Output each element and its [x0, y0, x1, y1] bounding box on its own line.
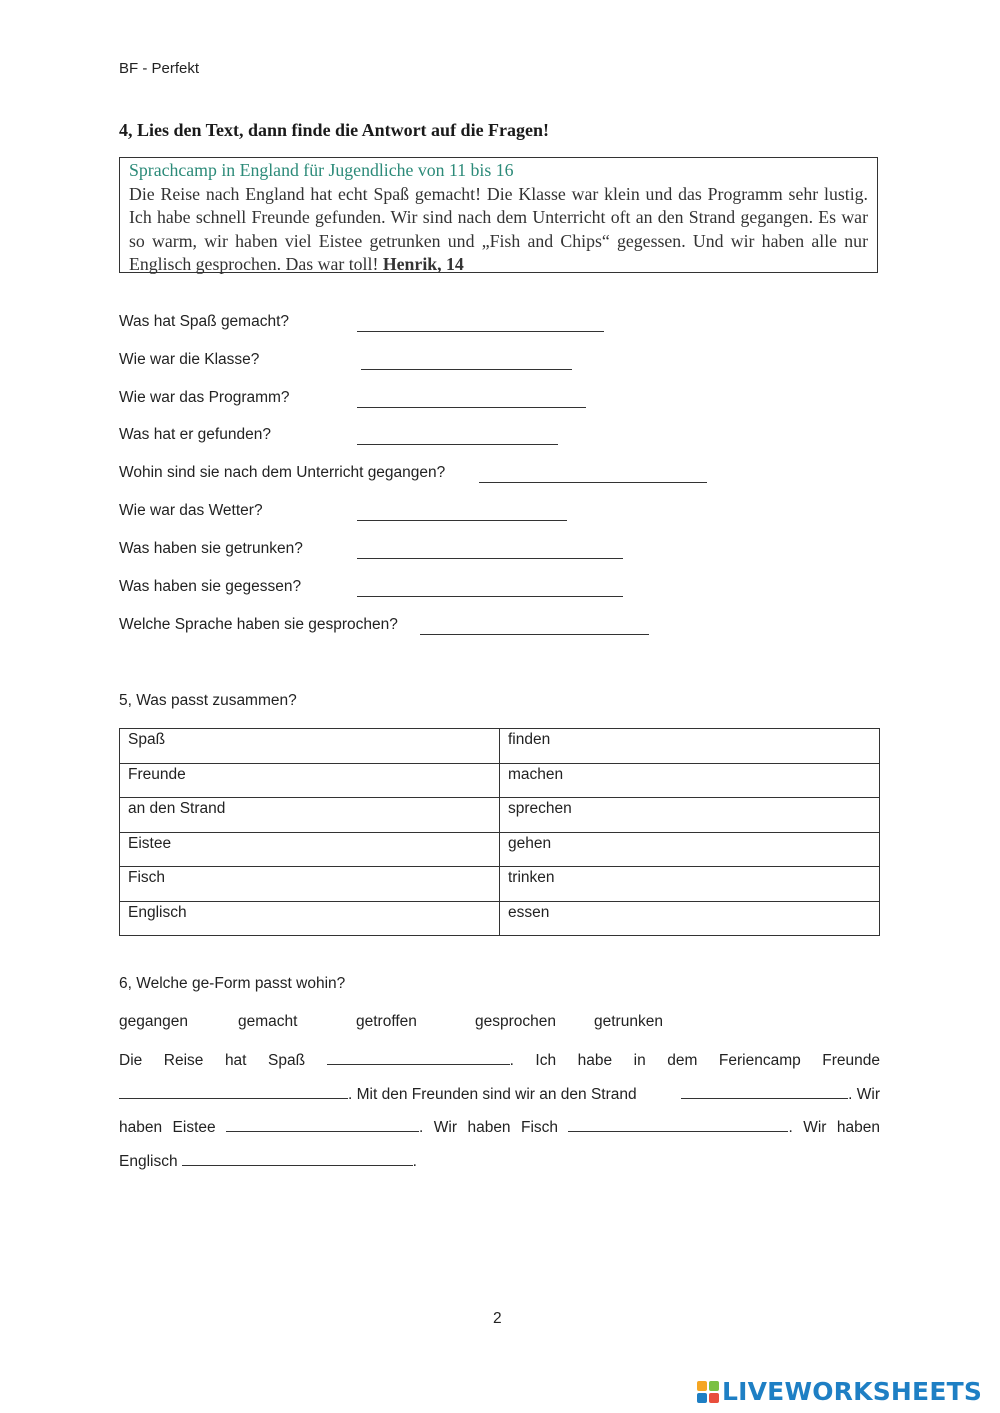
- question-6: Wie war das Wetter?: [119, 502, 263, 519]
- cloze-word: .: [509, 1052, 514, 1069]
- cloze-text: . Wir: [848, 1085, 880, 1103]
- table-row: [120, 729, 880, 764]
- answer-line-9[interactable]: [420, 634, 649, 635]
- reading-text-box: [119, 157, 878, 273]
- table-row: [120, 832, 880, 867]
- table-row: [120, 867, 880, 902]
- cloze-blank-5[interactable]: [568, 1115, 788, 1132]
- cloze-text: . Mit den Freunden sind wir an den Strand: [348, 1085, 637, 1103]
- cloze-word: .: [419, 1119, 424, 1137]
- cloze-line-4: [119, 1145, 880, 1179]
- exercise-4-heading: 4, Lies den Text, dann finde die Antwort auf die Fragen!: [119, 120, 550, 140]
- cloze-word: haben: [467, 1119, 511, 1137]
- table-cell-left[interactable]: Englisch: [120, 901, 500, 936]
- table-cell-right[interactable]: machen: [500, 763, 880, 798]
- cloze-segment: [681, 1078, 880, 1112]
- cloze-word: .: [412, 1152, 417, 1170]
- table-cell-right[interactable]: essen: [500, 901, 880, 936]
- cloze-line-1: [119, 1044, 880, 1078]
- cloze-blank-2[interactable]: [119, 1082, 348, 1099]
- question-1: Was hat Spaß gemacht?: [119, 313, 290, 330]
- cloze-word: Wir: [803, 1119, 827, 1137]
- cloze-word: Freunde: [822, 1052, 880, 1069]
- answer-line-7[interactable]: [357, 558, 623, 559]
- word-bank-item: gesprochen: [475, 1013, 557, 1030]
- table-cell-right[interactable]: finden: [500, 729, 880, 764]
- exercise-6-heading: 6, Welche ge-Form passt wohin?: [119, 975, 346, 992]
- cloze-blank-1[interactable]: [327, 1048, 510, 1065]
- cloze-word: habe: [577, 1052, 613, 1069]
- cloze-word: Ich: [535, 1052, 557, 1069]
- page-number: 2: [493, 1310, 502, 1327]
- reading-text-author: Henrik, 14: [382, 254, 464, 274]
- table-row: [120, 763, 880, 798]
- word-bank-item: getrunken: [594, 1013, 663, 1030]
- cloze-word: Spaß: [268, 1052, 306, 1069]
- answer-line-8[interactable]: [357, 596, 623, 597]
- question-9: Welche Sprache haben sie gesprochen?: [119, 616, 398, 633]
- cloze-word: Englisch: [119, 1152, 178, 1170]
- cloze-line-3: [119, 1111, 880, 1145]
- table-cell-right[interactable]: trinken: [500, 867, 880, 902]
- liveworksheets-logo[interactable]: [697, 1377, 982, 1406]
- cloze-gap-with-period: [182, 1145, 417, 1179]
- liveworksheets-brand-text: LIVEWORKSHEETS: [722, 1377, 983, 1406]
- cloze-word: Fisch: [520, 1119, 559, 1137]
- question-4: Was hat er gefunden?: [119, 426, 271, 443]
- cloze-segment: [119, 1078, 637, 1112]
- answer-line-1[interactable]: [357, 331, 604, 332]
- cloze-gap-with-period: [327, 1044, 514, 1078]
- cloze-word: Die: [119, 1052, 143, 1069]
- cloze-line-2: [119, 1078, 880, 1112]
- table-row: [120, 798, 880, 833]
- table-cell-right[interactable]: gehen: [500, 832, 880, 867]
- question-7: Was haben sie getrunken?: [119, 540, 303, 557]
- table-row: [120, 901, 880, 936]
- answer-line-6[interactable]: [357, 520, 567, 521]
- cloze-word: in: [633, 1052, 646, 1069]
- answer-line-5[interactable]: [479, 482, 707, 483]
- cloze-blank-6[interactable]: [182, 1149, 413, 1166]
- table-cell-left[interactable]: Spaß: [120, 729, 500, 764]
- cloze-blank-3[interactable]: [681, 1082, 848, 1099]
- reading-text-paragraph: Die Reise nach England hat echt Spaß gemacht! Die Klasse war klein und das Programm sehr lustig. Ich habe schnell Freunde gefunden. Wir sind nach dem Unterricht oft an den Strand gegangen. Es war so warm, wir haben viel Eistee getrunken und „Fish and Chips“ gegessen. Und wir haben alle nur Englisch gesprochen. Das war toll!: [129, 183, 868, 274]
- cloze-word: Eistee: [172, 1119, 216, 1137]
- cloze-word: .: [788, 1119, 793, 1137]
- cloze-blank-4[interactable]: [226, 1115, 419, 1132]
- exercise-5-heading: 5, Was passt zusammen?: [119, 692, 297, 709]
- table-cell-left[interactable]: Freunde: [120, 763, 500, 798]
- table-cell-left[interactable]: Eistee: [120, 832, 500, 867]
- matching-table: [119, 728, 880, 936]
- table-cell-right[interactable]: sprechen: [500, 798, 880, 833]
- word-bank-item: gemacht: [238, 1013, 298, 1030]
- header-title: BF - Perfekt: [119, 60, 200, 77]
- liveworksheets-grid-icon: [697, 1381, 719, 1403]
- table-cell-left[interactable]: Fisch: [120, 867, 500, 902]
- reading-text-body: [129, 183, 868, 277]
- answer-line-2[interactable]: [361, 369, 572, 370]
- table-cell-left[interactable]: an den Strand: [120, 798, 500, 833]
- cloze-word: hat: [224, 1052, 247, 1069]
- cloze-word: haben: [119, 1119, 163, 1137]
- cloze-word: haben: [836, 1119, 880, 1137]
- word-bank-item: gegangen: [119, 1013, 188, 1030]
- cloze-word: Reise: [163, 1052, 204, 1069]
- answer-line-3[interactable]: [357, 407, 586, 408]
- cloze-paragraph: [119, 1044, 880, 1178]
- word-bank-item: getroffen: [356, 1013, 417, 1030]
- question-3: Wie war das Programm?: [119, 389, 290, 406]
- cloze-gap-with-period: [568, 1111, 792, 1145]
- reading-text-title: Sprachcamp in England für Jugendliche von 11 bis 16: [129, 160, 514, 180]
- answer-line-4[interactable]: [357, 444, 558, 445]
- cloze-gap-with-period: [226, 1111, 423, 1145]
- cloze-word: dem: [667, 1052, 698, 1069]
- cloze-word: Wir: [433, 1119, 458, 1137]
- question-8: Was haben sie gegessen?: [119, 578, 302, 595]
- question-2: Wie war die Klasse?: [119, 351, 260, 368]
- question-5: Wohin sind sie nach dem Unterricht gegangen?: [119, 464, 446, 481]
- cloze-word: Feriencamp: [718, 1052, 801, 1069]
